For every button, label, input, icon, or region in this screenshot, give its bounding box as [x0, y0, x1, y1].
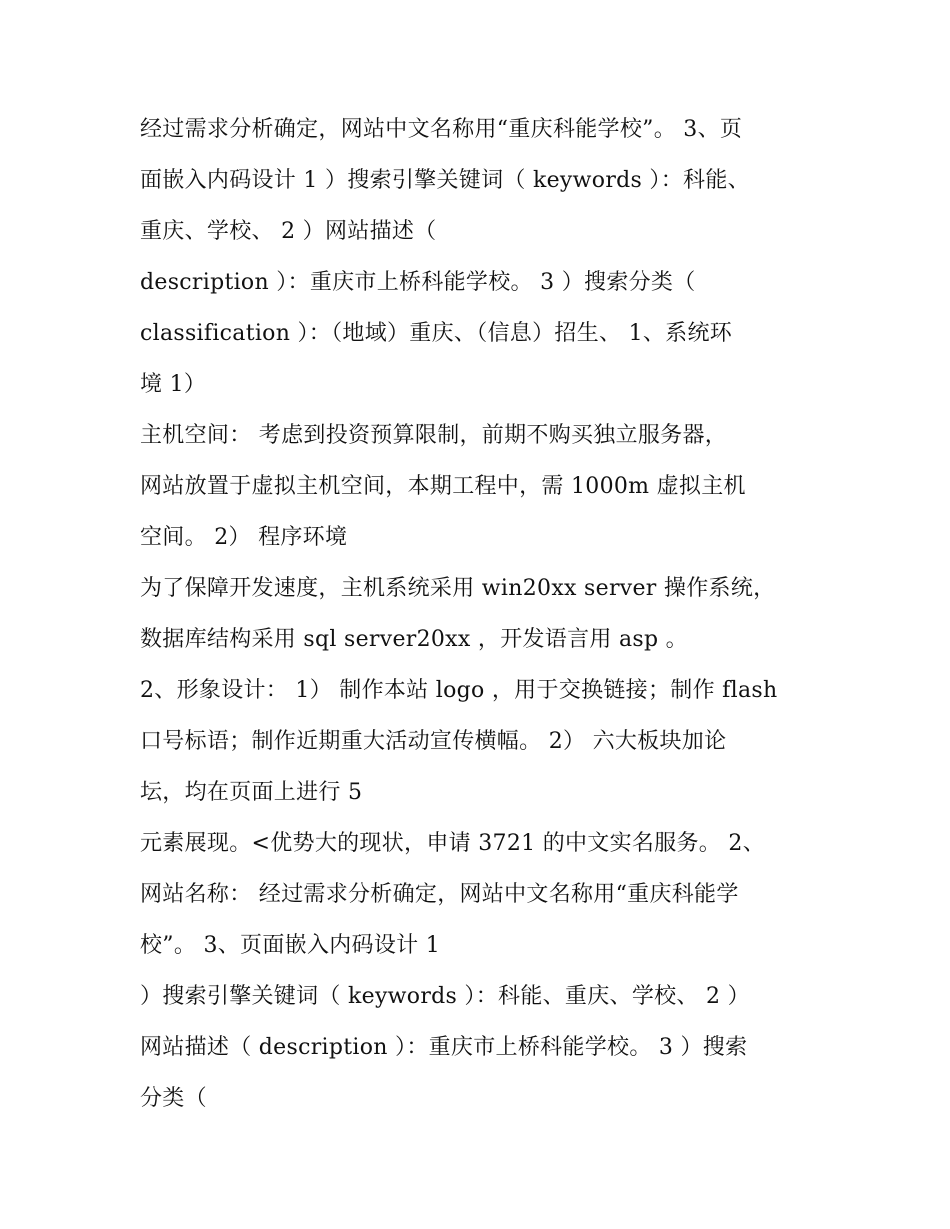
text-line: 分类（: [140, 1086, 207, 1111]
text-line: 2、形象设计： 1） 制作本站 logo ，用于交换链接；制作 flash: [140, 678, 778, 703]
text-line: 境 1）: [140, 372, 207, 397]
text-line: 重庆、学校、 2 ）网站描述（: [140, 219, 437, 244]
text-line: 元素展现。<优势大的现状，申请 3721 的中文实名服务。 2、: [140, 831, 765, 856]
text-line: 校”。 3、页面嵌入内码设计 1: [140, 933, 441, 958]
text-line: ）搜索引擎关键词（ keywords ）：科能、重庆、学校、 2 ）: [140, 984, 750, 1009]
document-body: [140, 104, 820, 1124]
text-line: classification ）：（地域）重庆、（信息）招生、 1、系统环: [140, 321, 733, 346]
text-line: 主机空间： 考虑到投资预算限制，前期不购买独立服务器，: [140, 423, 728, 448]
text-line: 经过需求分析确定，网站中文名称用“重庆科能学校”。 3、页: [140, 117, 743, 142]
text-line: 数据库结构采用 sql server20xx ，开发语言用 asp 。: [140, 627, 688, 652]
text-line: 坛，均在页面上进行 5: [140, 780, 363, 805]
text-line: 为了保障开发速度，主机系统采用 win20xx server 操作系统，: [140, 576, 776, 601]
text-line: 网站名称： 经过需求分析确定，网站中文名称用“重庆科能学: [140, 882, 739, 907]
text-line: 网站放置于虚拟主机空间，本期工程中，需 1000m 虚拟主机: [140, 474, 746, 499]
text-line: 面嵌入内码设计 1 ）搜索引擎关键词（ keywords ）：科能、: [140, 168, 750, 193]
text-line: 口号标语；制作近期重大活动宣传横幅。 2） 六大板块加论: [140, 729, 727, 754]
text-line: 空间。 2） 程序环境: [140, 525, 348, 550]
text-line: 网站描述（ description ）：重庆市上桥科能学校。 3 ）搜索: [140, 1035, 748, 1060]
text-line: description ）：重庆市上桥科能学校。 3 ）搜索分类（: [140, 270, 696, 295]
